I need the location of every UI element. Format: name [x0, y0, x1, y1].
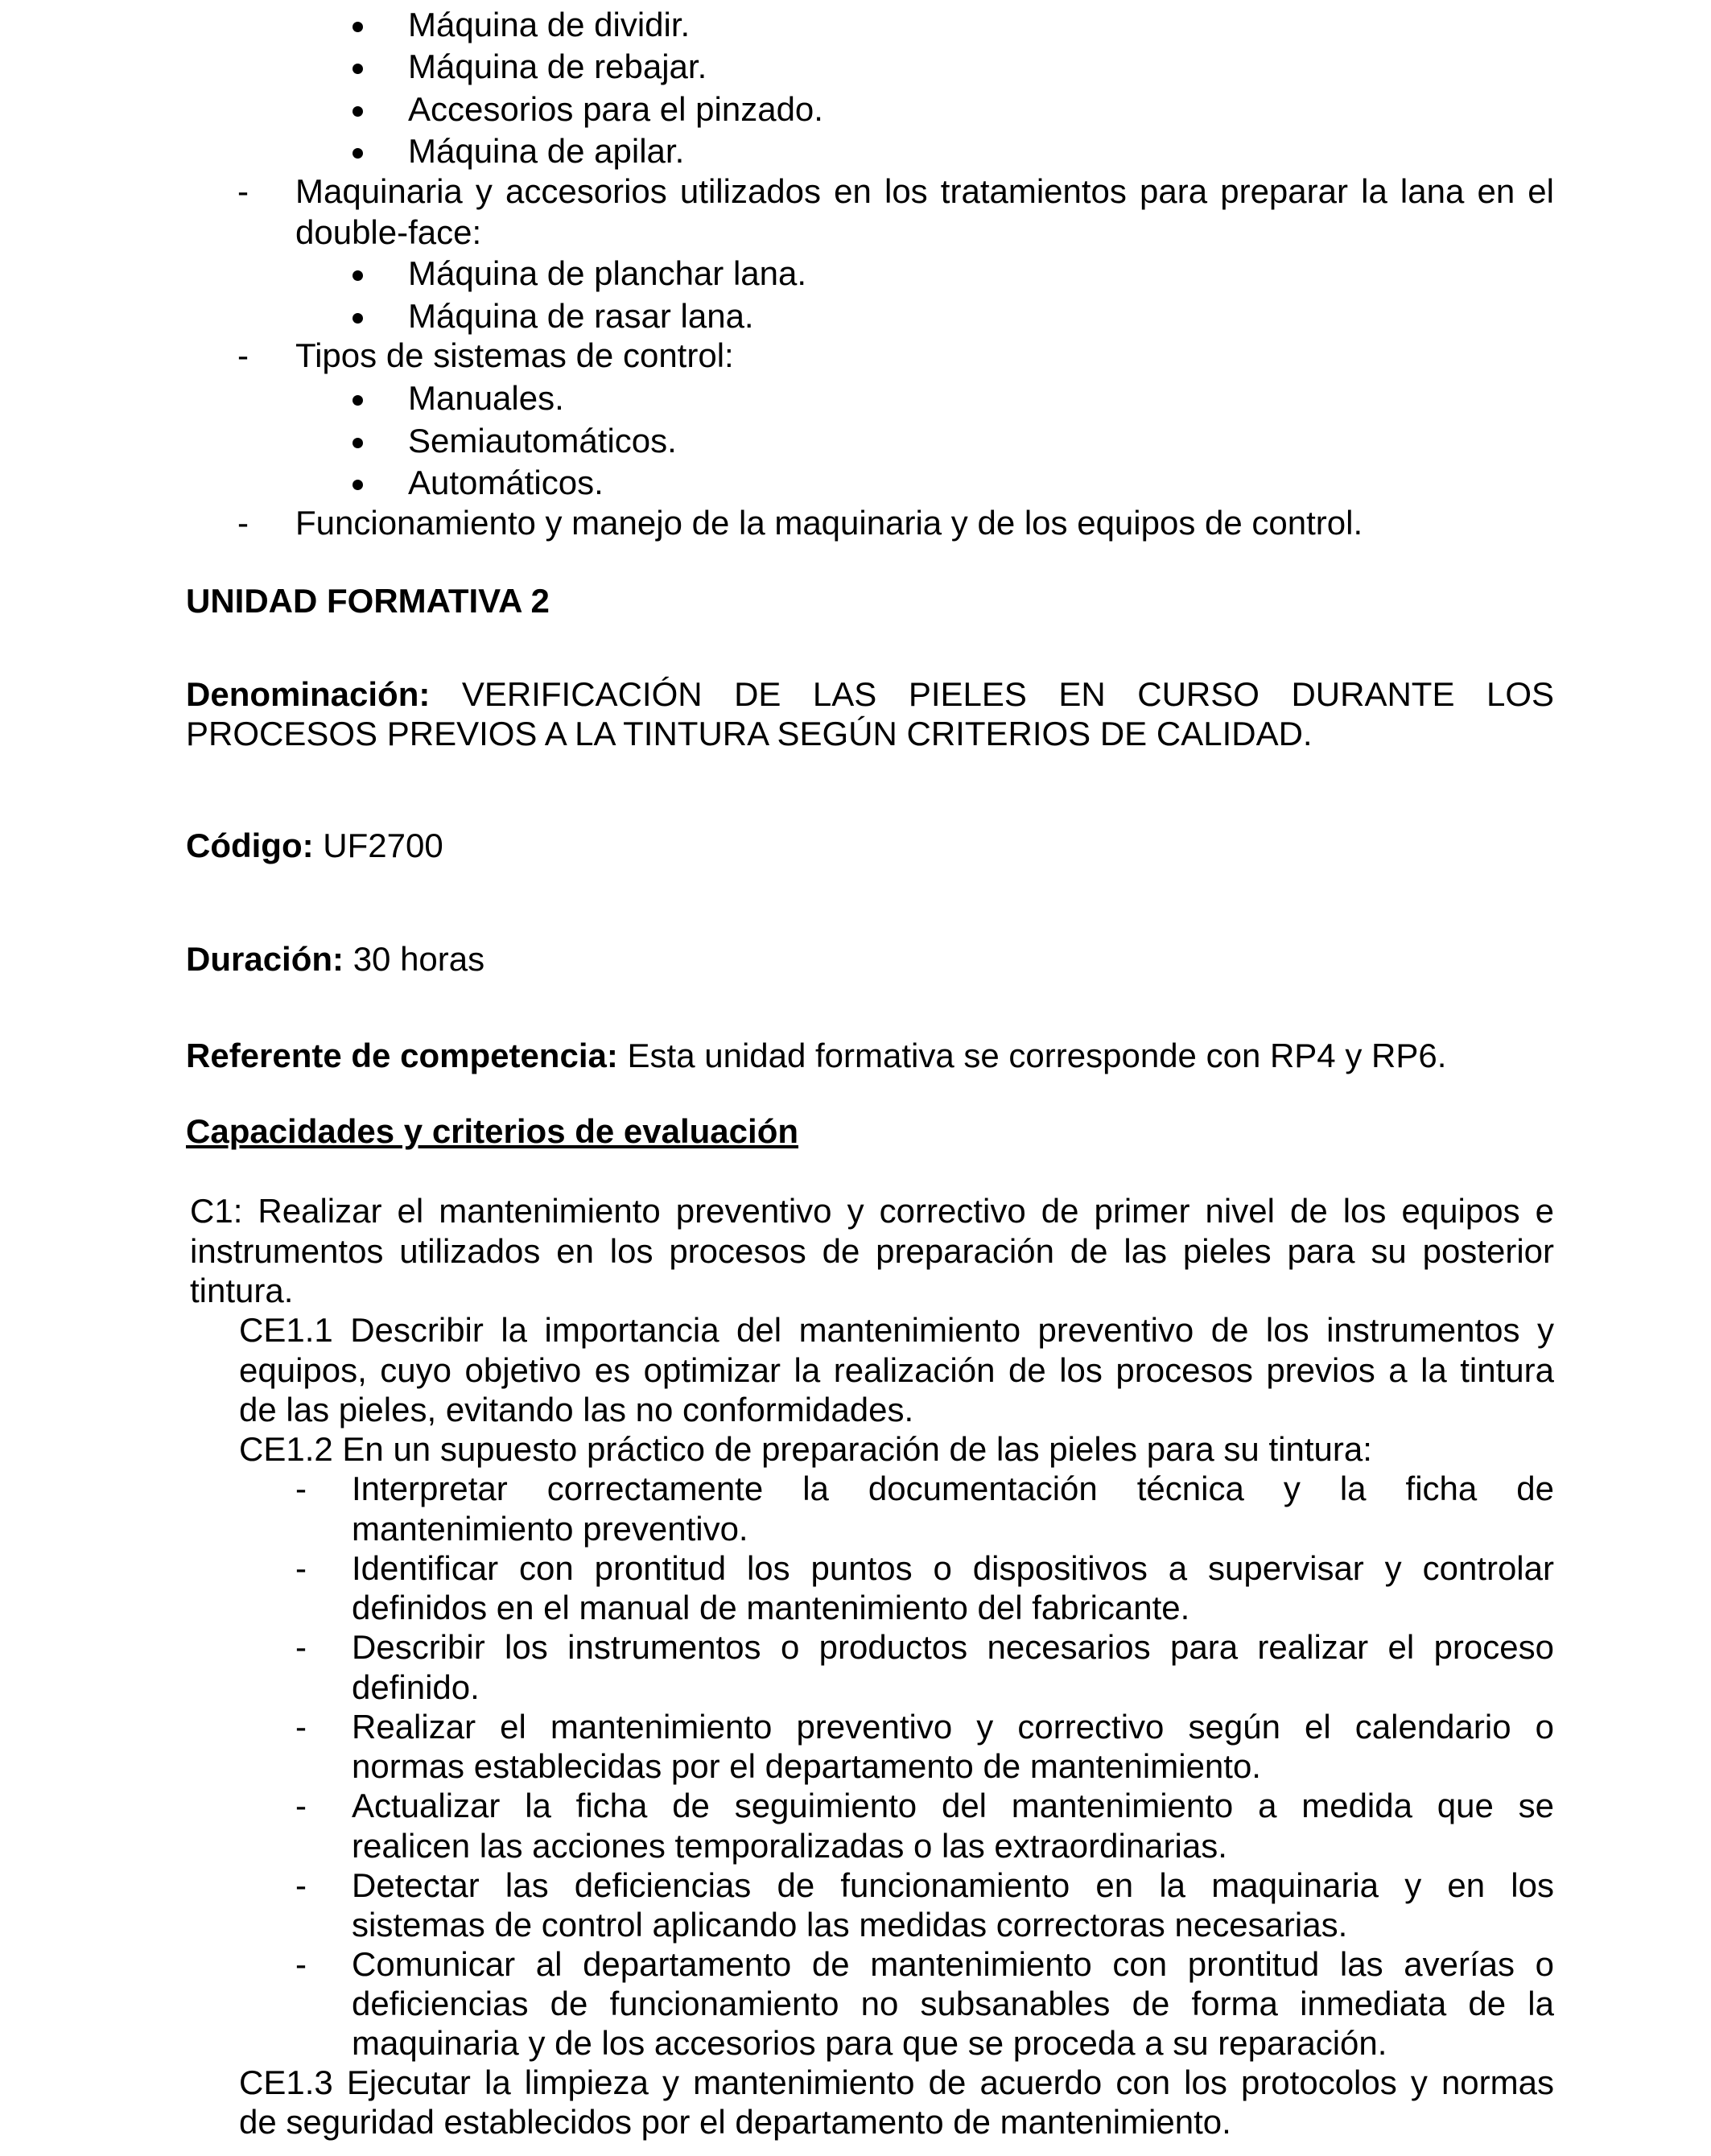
ce11-text: equipos, cuyo objetivo es optimizar la realización de los procesos previos a la tintura: [239, 1351, 1554, 1389]
c1-text: instrumentos utilizados en los procesos de preparación de las pieles para su posterior: [190, 1232, 1554, 1270]
ce11-text: de las pieles, evitando las no conformidades.: [239, 1391, 914, 1428]
c1-text: C1: Realizar el mantenimiento preventivo y correctivo de primer nivel de los equipos e: [190, 1192, 1554, 1230]
list-item: Maquinaria y accesorios utilizados en los tratamientos para preparar la lana en el: [295, 172, 1554, 210]
list-item: Automáticos.: [408, 464, 604, 501]
duracion-line: [186, 939, 484, 979]
denominacion-value: VERIFICACIÓN DE LAS PIELES EN CURSO DURANTE LOS: [461, 675, 1554, 713]
ce12-item: Comunicar al departamento de mantenimiento con prontitud las averías o: [352, 1945, 1554, 1983]
ce11-text: CE1.1 Describir la importancia del mantenimiento preventivo de los instrumentos y: [239, 1311, 1554, 1349]
denominacion-line: [186, 674, 1554, 715]
bullet-icon: [353, 480, 363, 490]
ce12-item: Describir los instrumentos o productos necesarios para realizar el proceso: [352, 1628, 1554, 1666]
dash-marker: -: [295, 1549, 307, 1587]
bullet-icon: [353, 22, 363, 32]
list-item: Máquina de apilar.: [408, 132, 685, 170]
bullet-icon: [353, 106, 363, 117]
list-item: Manuales.: [408, 379, 564, 417]
capacidades-heading: Capacidades y criterios de evaluación: [186, 1112, 799, 1150]
ce12-item: maquinaria y de los accesorios para que se proceda a su reparación.: [352, 2024, 1387, 2062]
ce12-item: mantenimiento preventivo.: [352, 1510, 748, 1548]
bullet-icon: [353, 148, 363, 159]
ce12-item: normas establecidas por el departamento de mantenimiento.: [352, 1747, 1261, 1785]
dash-marker: -: [295, 1945, 307, 1983]
list-item: Funcionamiento y manejo de la maquinaria y de los equipos de control.: [295, 504, 1363, 542]
list-item: Máquina de dividir.: [408, 6, 691, 43]
bullet-icon: [353, 395, 363, 406]
dash-marker: -: [237, 172, 249, 210]
duracion-value: 30 horas: [353, 940, 485, 978]
dash-marker: -: [295, 1866, 307, 1904]
c1-text: tintura.: [190, 1272, 294, 1309]
referente-label: Referente de competencia:: [186, 1037, 618, 1074]
dash-marker: -: [295, 1470, 307, 1507]
ce12-item: Detectar las deficiencias de funcionamiento en la maquinaria y en los: [352, 1866, 1554, 1904]
dash-marker: -: [295, 1787, 307, 1824]
ce13-text: de seguridad establecidos por el departamento de mantenimiento.: [239, 2103, 1231, 2141]
referente-line: [186, 1036, 1446, 1076]
list-item: Máquina de planchar lana.: [408, 254, 807, 292]
ce12-item: Actualizar la ficha de seguimiento del mantenimiento a medida que se: [352, 1787, 1554, 1824]
dash-marker: -: [295, 1628, 307, 1666]
dash-marker: -: [237, 336, 249, 374]
list-item: Semiautomáticos.: [408, 422, 677, 460]
bullet-icon: [353, 438, 363, 448]
ce12-text: CE1.2 En un supuesto práctico de preparación de las pieles para su tintura:: [239, 1430, 1372, 1468]
bullet-icon: [353, 64, 363, 74]
ce12-item: Realizar el mantenimiento preventivo y correctivo según el calendario o: [352, 1708, 1554, 1746]
bullet-icon: [353, 270, 363, 281]
ce12-item: Identificar con prontitud los puntos o dispositivos a supervisar y controlar: [352, 1549, 1554, 1587]
ce12-item: sistemas de control aplicando las medidas correctoras necesarias.: [352, 1906, 1348, 1944]
ce13-text: CE1.3 Ejecutar la limpieza y mantenimiento de acuerdo con los protocolos y normas: [239, 2063, 1554, 2101]
bullet-icon: [353, 313, 363, 324]
list-item: Tipos de sistemas de control:: [295, 336, 734, 374]
codigo-label: Código:: [186, 827, 314, 864]
unit-heading: UNIDAD FORMATIVA 2: [186, 582, 550, 620]
dash-marker: -: [237, 504, 249, 542]
list-item: Accesorios para el pinzado.: [408, 90, 823, 128]
duracion-label: Duración:: [186, 940, 344, 978]
referente-value: Esta unidad formativa se corresponde con RP4 y RP6.: [627, 1037, 1447, 1074]
ce12-item: Interpretar correctamente la documentación técnica y la ficha de: [352, 1470, 1554, 1507]
codigo-value: UF2700: [323, 827, 443, 864]
list-item: Máquina de rasar lana.: [408, 297, 754, 335]
ce12-item: definido.: [352, 1668, 480, 1706]
denominacion-continuation: PROCESOS PREVIOS A LA TINTURA SEGÚN CRITERIOS DE CALIDAD.: [186, 715, 1313, 752]
codigo-line: [186, 826, 443, 866]
ce12-item: deficiencias de funcionamiento no subsanables de forma inmediata de la: [352, 1985, 1554, 2022]
list-item-continuation: double-face:: [295, 213, 482, 251]
list-item: Máquina de rebajar.: [408, 47, 707, 85]
dash-marker: -: [295, 1708, 307, 1746]
ce12-item: definidos en el manual de mantenimiento del fabricante.: [352, 1589, 1190, 1626]
denominacion-label: Denominación:: [186, 675, 431, 713]
ce12-item: realicen las acciones temporalizadas o las extraordinarias.: [352, 1827, 1227, 1865]
